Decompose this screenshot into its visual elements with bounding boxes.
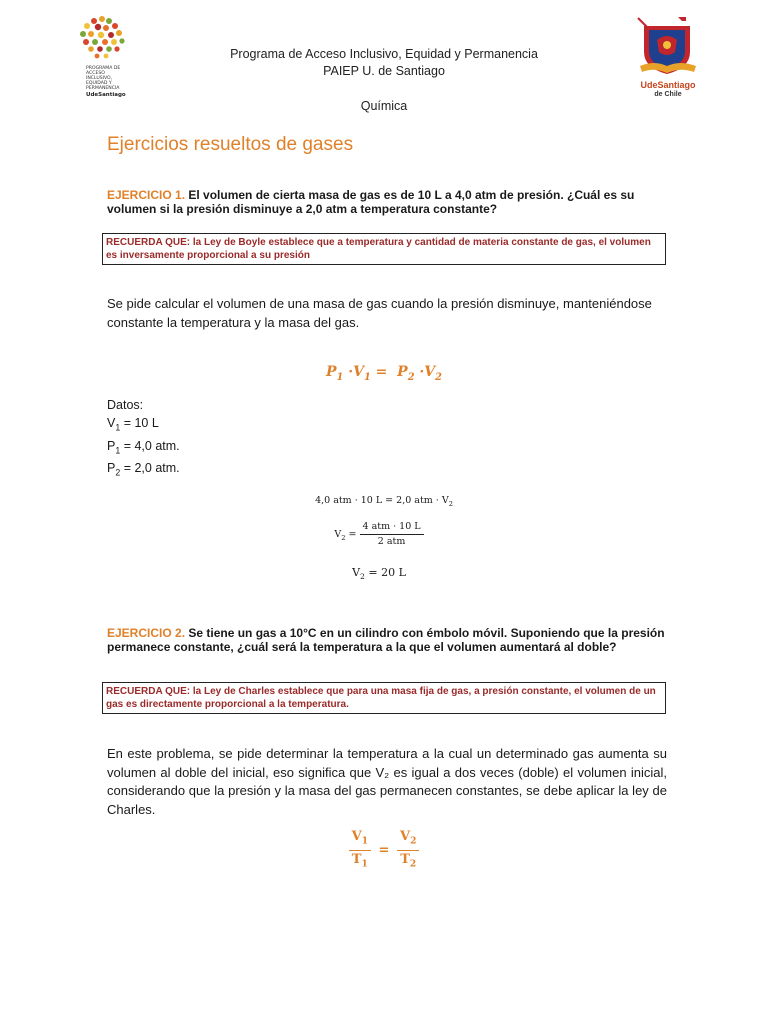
paiep-tree-icon	[76, 14, 128, 62]
exercise-2-explanation: En este problema, se pide determinar la temperatura a la cual un determinado gas aumenta su volumen al doble del inicial, eso significa que V₂ es igual a dos veces (doble) el volumen inicial, considerando que la presión y la masa del gas permanecen constantes, se debe aplicar la ley de Charles.	[107, 746, 667, 817]
calc-line-1-text: 4,0 atm · 10 L = 2,0 atm · V	[315, 495, 449, 506]
calc-result-value: = 20 L	[368, 566, 406, 579]
calc-line-1: 4,0 atm · 10 L = 2,0 atm · $V_2$	[315, 495, 453, 508]
paiep-logo-brand: UdeSantiago	[86, 92, 126, 98]
paiep-logo	[76, 14, 128, 104]
calc-line-2: $V_2$ = $\frac{\text{4 atm · 10 L}}{\text{2 atm}}$	[0, 520, 768, 549]
exercise-1-label: EJERCICIO 1.	[107, 188, 186, 202]
paiep-logo-line: EQUIDAD Y	[86, 81, 112, 86]
calc-fraction-den: 2 atm	[377, 536, 406, 547]
datos-block	[107, 396, 180, 482]
datos-p1: $P_1 = 4,0$ atm.	[107, 438, 180, 455]
header-paiep: PAIEP U. de Santiago	[323, 64, 445, 78]
recuerda-box-2: RECUERDA QUE: la Ley de Charles establece que para una masa fija de gas, a presión constante, el volumen de un gas es directamente proporcional a la temperatura.	[102, 682, 666, 714]
calc-fraction-num: 4 atm · 10 L	[360, 520, 424, 535]
exercise-1-explanation: Se pide calcular el volumen de una masa de gas cuando la presión disminuye, manteniéndose constante la temperatura y la masa del gas.	[107, 296, 652, 330]
exercise-2-text: Se tiene un gas a 10°C en un cilindro con émbolo móvil. Suponiendo que la presión permanece constante, ¿cuál será la temperatura a la que el volumen aumentará al doble?	[107, 626, 665, 654]
paiep-logo-line: INCLUSIVO,	[86, 76, 113, 81]
datos-v1: $V_1 = 10$ L	[107, 416, 159, 433]
exercise-2-label: EJERCICIO 2.	[107, 626, 186, 640]
page-title: Ejercicios resueltos de gases	[107, 134, 354, 155]
exercise-2-statement	[107, 626, 667, 654]
calc-result: $V_2 = 20$ L	[352, 566, 406, 582]
usach-logo	[634, 14, 702, 104]
datos-title: Datos:	[107, 398, 144, 412]
usach-brand: UdeSantiago	[640, 80, 696, 90]
datos-p1-value: = 4,0 atm.	[123, 438, 180, 453]
calc-fraction	[360, 520, 424, 549]
paiep-logo-line: ACCESO	[86, 71, 105, 76]
charles-law-formula: $\frac{V_1}{T_1}$ = $\frac{V_2}{T_2}$	[0, 828, 768, 872]
exercise-1-statement	[107, 188, 667, 216]
recuerda-box-1: RECUERDA QUE: la Ley de Boyle establece que a temperatura y cantidad de materia constante de gas, el volumen es inversamente proporcional a su presión	[102, 233, 666, 265]
boyle-law-formula: $P_1 \cdot V_1 = P_2 \cdot V_2$	[326, 364, 442, 383]
datos-p2: $P_2 = 2,0$ atm.	[107, 461, 180, 478]
datos-v1-value: = 10 L	[123, 416, 159, 430]
paiep-logo-line: PROGRAMA DE	[86, 66, 121, 71]
paiep-logo-line: PERMANENCIA	[86, 86, 120, 91]
usach-shield-icon	[634, 14, 702, 78]
usach-sub: de Chile	[654, 91, 682, 98]
exercise-1-text: El volumen de cierta masa de gas es de 10 L a 4,0 atm de presión. ¿Cuál es su volumen si la presión disminuye a 2,0 atm a temperatura constante?	[107, 188, 635, 216]
header-subject: Química	[360, 99, 408, 113]
datos-p2-value: = 2,0 atm.	[123, 461, 180, 475]
header-program: Programa de Acceso Inclusivo, Equidad y Permanencia	[230, 47, 538, 61]
